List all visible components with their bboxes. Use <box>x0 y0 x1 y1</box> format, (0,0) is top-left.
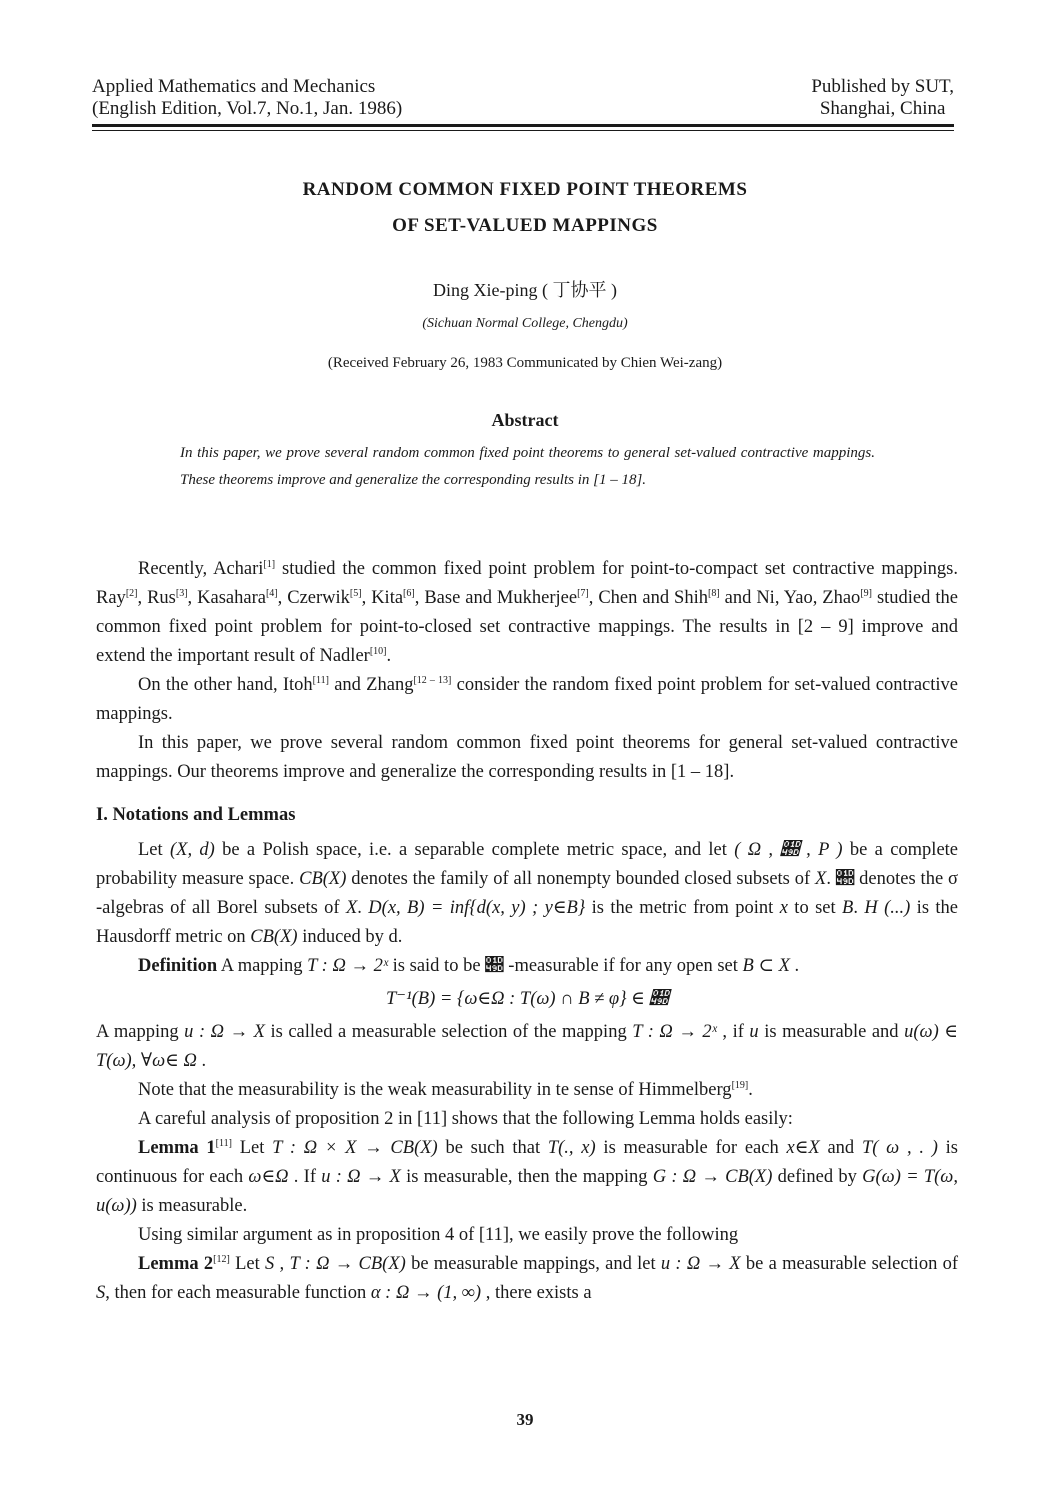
paragraph-itoh: On the other hand, Itoh[11] and Zhang[12 – 13] consider the random fixed point problem for set-valued contractive mappings. <box>96 674 958 724</box>
page-number: 39 <box>516 1410 534 1429</box>
paragraph-intro: Recently, Achari[1] studied the common fixed point problem for point-to-compact set contractive mappings. Ray[2], Rus[3], Kasahara[4], Czerwik[5], Kita[6], Base and Mukherjee[7], Chen and Shih[8] and Ni, Yao, Zhao[9] studied the common fixed point problem for point-to-closed set contractive mappings. The results in [2 – 9] improve and extend the important result of Nadler[10]. <box>96 558 958 666</box>
paragraph-definition: Definition A mapping T : Ω → 2ˣ is said to be 𝒝 -measurable if for any open set B ⊂ X . <box>138 956 800 976</box>
body-text <box>96 555 958 1308</box>
abstract-text: In this paper, we prove several random common fixed point theorems to general set-valued contractive mappings. These theorems improve and generalize the corresponding results in [1 – 18]. <box>180 445 875 488</box>
section-heading: I. Notations and Lemmas <box>96 805 296 825</box>
received-line: (Received February 26, 1983 Communicated by Chien Wei-zang) <box>327 355 723 371</box>
paragraph-aim: In this paper, we prove several random common fixed point theorems for general set-valued contractive mappings. Our theorems improve and generalize the corresponding results in [1 – 18]. <box>96 733 958 782</box>
journal-header <box>92 76 402 120</box>
author: Ding Xie-ping ( 丁协平 ) <box>433 280 617 300</box>
publisher-name: Published by SUT, <box>811 76 954 97</box>
paragraph-note: Note that the measurability is the weak measurability in te sense of Himmelberg[19]. <box>138 1079 753 1100</box>
journal-name: Applied Mathematics and Mechanics <box>92 76 376 97</box>
affiliation: (Sichuan Normal College, Chengdu) <box>422 316 628 331</box>
lemma-1: Lemma 1[11] Let T : Ω × X → CB(X) be such that T(., x) is measurable for each x∈X and T( ω , . ) is continuous for each ω∈Ω . If u : Ω → X is measurable, then the mapping G : Ω → CB(X) defined by G(ω) = T(ω, u(ω)) is measurable. <box>96 1137 958 1216</box>
header-rule-thick <box>92 124 954 127</box>
publisher-location: Shanghai, China <box>819 98 946 119</box>
paper-title-line2: OF SET-VALUED MAPPINGS <box>392 215 658 236</box>
paragraph-notation: Let (X, d) be a Polish space, i.e. a separable complete metric space, and let ( Ω , 𝒝 , P ) be a complete probability measure space. CB(X) denotes the family of all nonempty bounded closed subsets of X. 𝒝 denotes the σ -algebras of all Borel subsets of X. D(x, B) = inf{d(x, y) ; y∈B} is the metric from point x to set B. H (...) is the Hausdorff metric on CB(X) induced by d. <box>96 840 959 947</box>
equation-preimage: T⁻¹(B) = {ω∈Ω : T(ω) ∩ B ≠ φ} ∈ 𝒝 <box>386 989 668 1009</box>
paragraph-selection: A mapping u : Ω → X is called a measurable selection of the mapping T : Ω → 2ˣ , if u is measurable and u(ω) ∈ T(ω), ∀ω∈ Ω . <box>96 1022 958 1071</box>
abstract-heading: Abstract <box>491 410 559 430</box>
header-rule-thin <box>92 130 954 131</box>
publisher-header <box>811 76 954 120</box>
journal-edition: (English Edition, Vol.7, No.1, Jan. 1986) <box>92 98 403 119</box>
paper-title-line1: RANDOM COMMON FIXED POINT THEOREMS <box>302 179 748 200</box>
paragraph-analysis: A careful analysis of proposition 2 in [11] shows that the following Lemma holds easily: <box>138 1109 793 1129</box>
paragraph-similar: Using similar argument as in proposition 4 of [11], we easily prove the following <box>138 1225 739 1245</box>
lemma-2: Lemma 2[12] Let S , T : Ω → CB(X) be measurable mappings, and let u : Ω → X be a measurable selection of S, then for each measurable function α : Ω → (1, ∞) , there exists a <box>96 1253 959 1303</box>
